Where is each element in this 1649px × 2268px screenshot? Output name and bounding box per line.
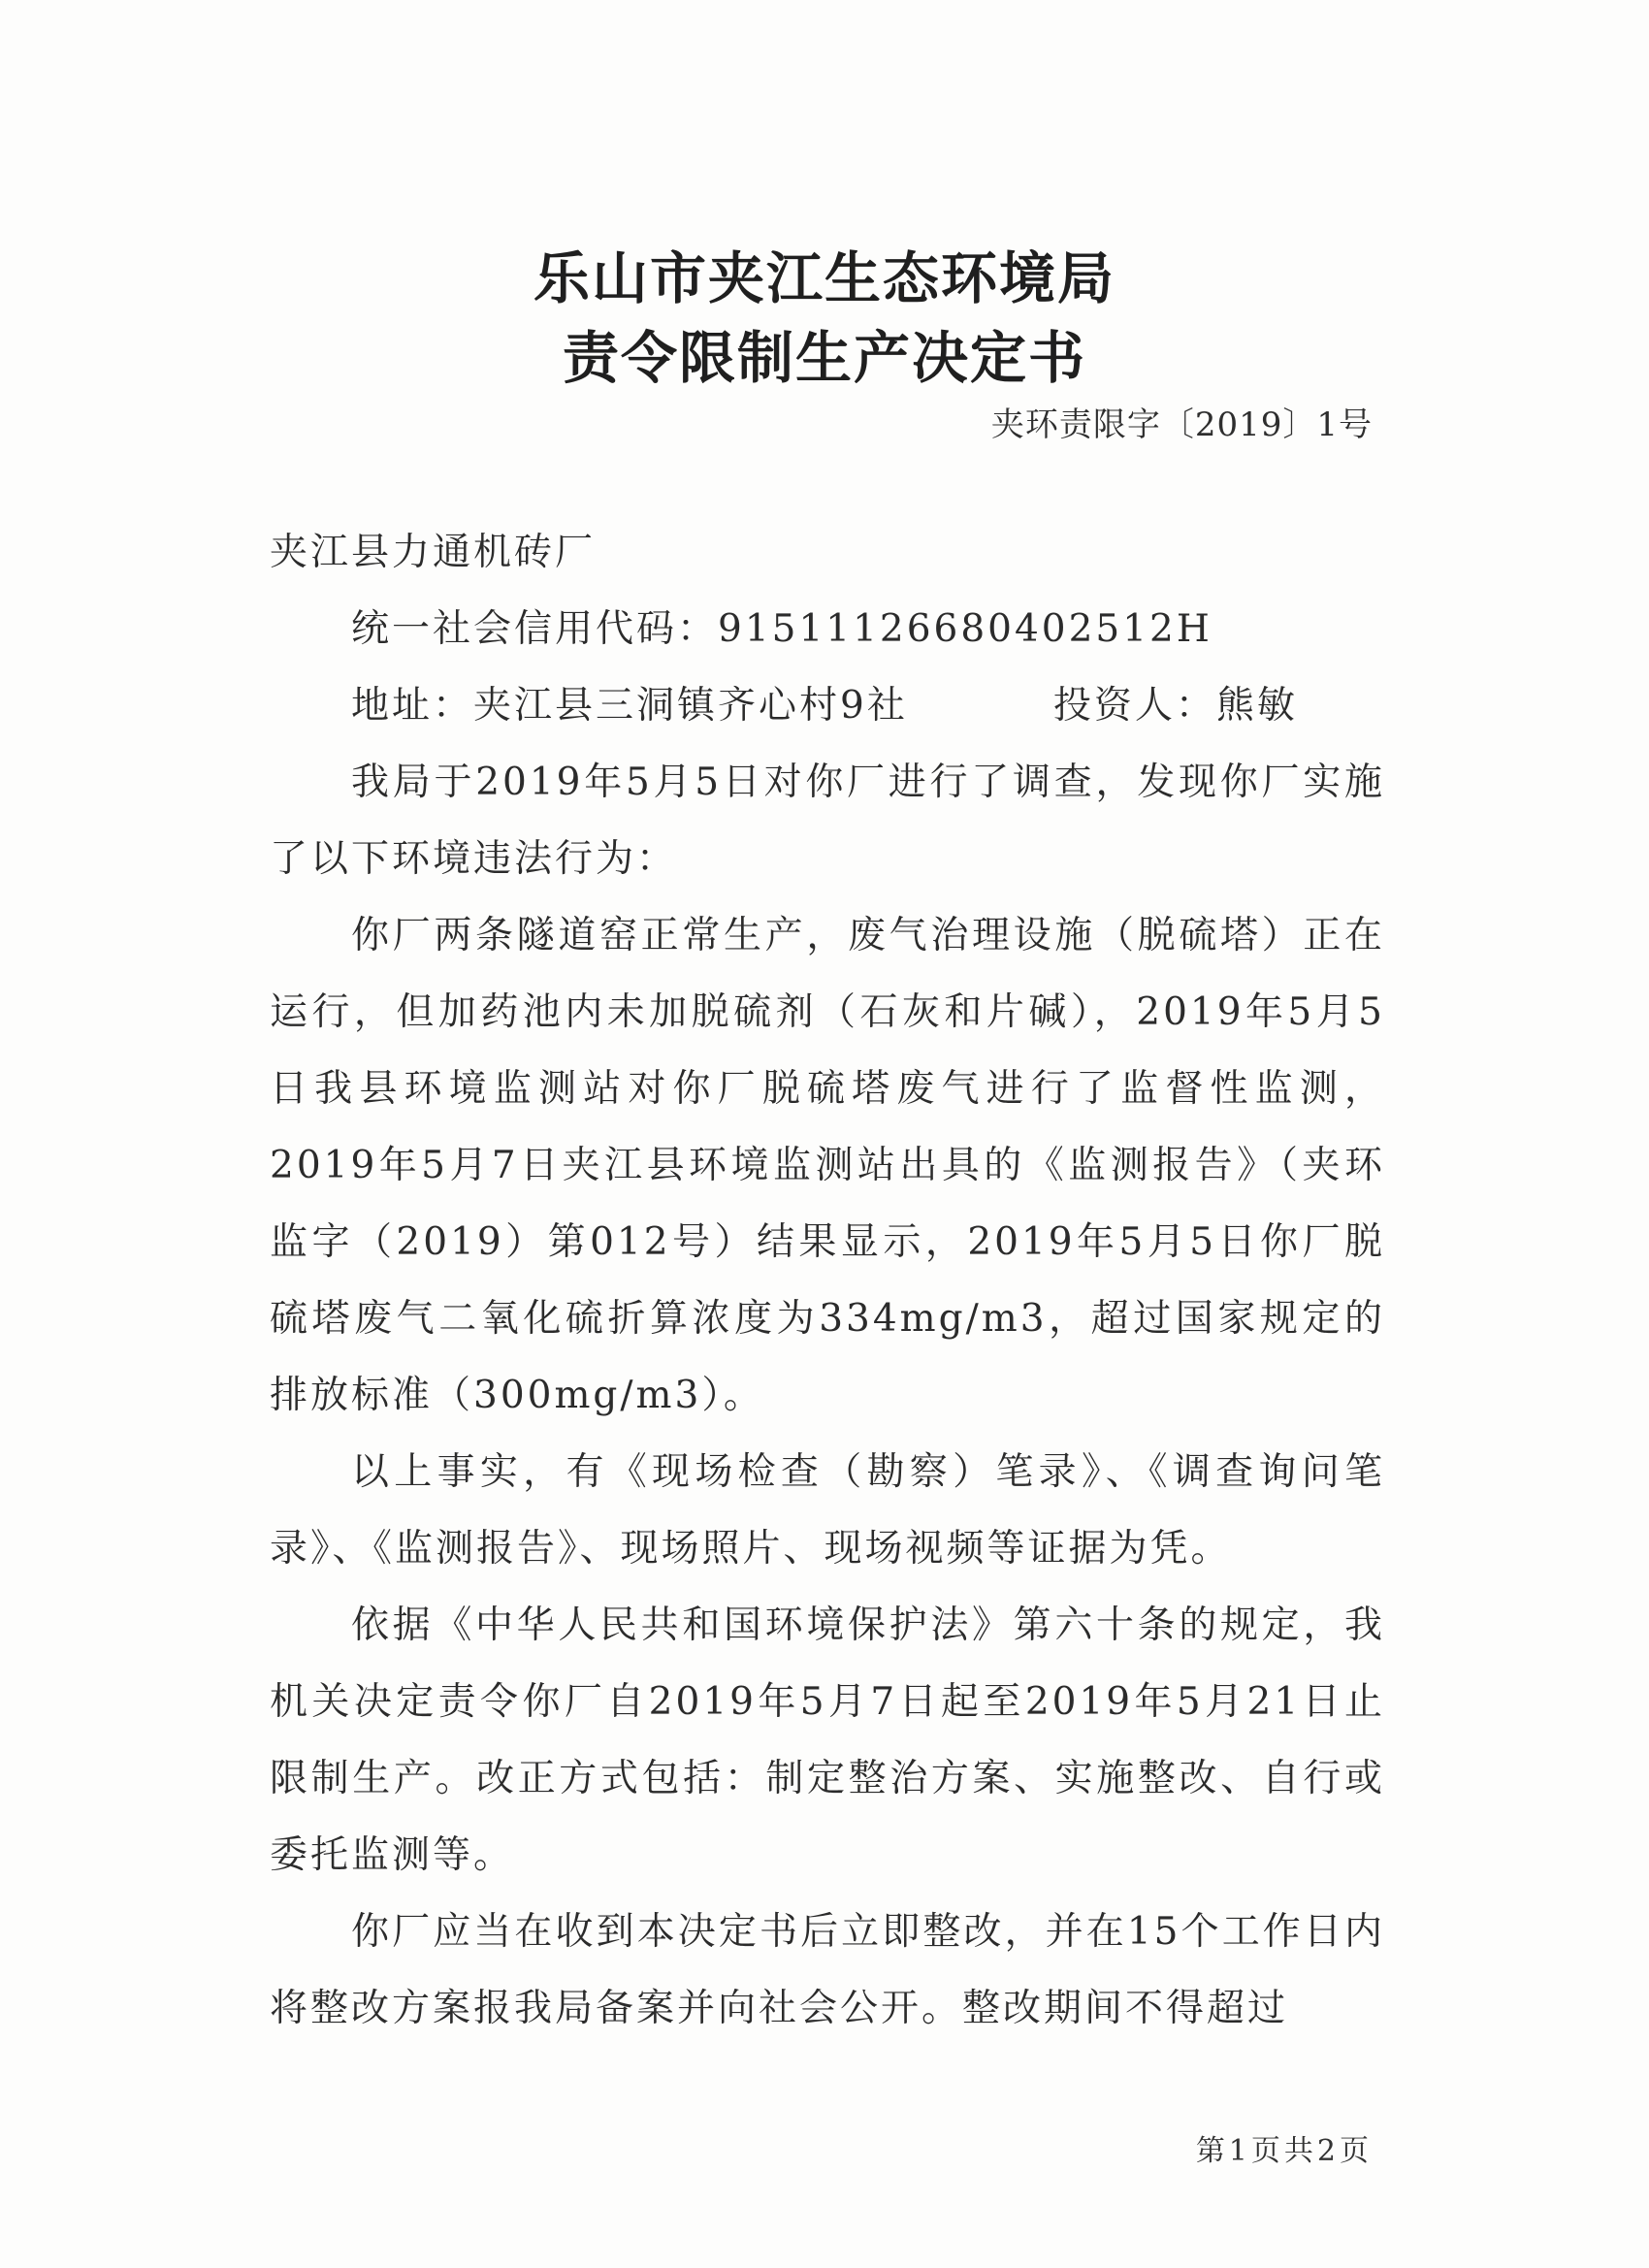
investor: 投资人：熊敏: [1052, 684, 1298, 728]
credit-code: 统一社会信用代码：91511126680402512H: [351, 607, 1212, 651]
recipient-name: 夹江县力通机砖厂: [270, 531, 597, 574]
document-title-type: 责令限制生产决定书: [562, 325, 1086, 391]
document-number: 夹环责限字〔2019〕1号: [990, 405, 1373, 444]
paragraph-violation: 你厂两条隧道窑正常生产，废气治理设施（脱硫塔）正在运行，但加药池内未加脱硫剂（石灰和片碱），2019年5月5日我县环境监测站对你厂脱硫塔废气进行了监督性监测，2019年5月7日夹江县环境监测站出具的《监测报告》（夹环监字（2019）第012号）结果显示，2019年5月5日你厂脱硫塔废气二氧化硫折算浓度为334mg/m3，超过国家规定的排放标准（300mg/m3）。: [270, 914, 1385, 1417]
paragraph-decision: 依据《中华人民共和国环境保护法》第六十条的规定，我机关决定责令你厂自2019年5月7日起至2019年5月21日止限制生产。改正方式包括：制定整治方案、实施整改、自行或委托监测等。: [270, 1604, 1385, 1877]
document-body: [270, 514, 1385, 2047]
paragraph-evidence: 以上事实，有《现场检查（勘察）笔录》、《调查询问笔录》、《监测报告》、现场照片、现场视频等证据为凭。: [270, 1450, 1385, 1571]
paragraph-investigation: 我局于2019年5月5日对你厂进行了调查，发现你厂实施了以下环境违法行为：: [270, 761, 1385, 881]
address: 地址：夹江县三洞镇齐心村9社: [351, 684, 908, 728]
address-investor-row: [270, 667, 1385, 744]
document-title-agency: 乐山市夹江生态环境局: [533, 245, 1116, 311]
paragraph-rectification: 你厂应当在收到本决定书后立即整改，并在15个工作日内将整改方案报我局备案并向社会公开。整改期间不得超过: [270, 1910, 1385, 2030]
page-number: 第1页共2页: [1195, 2134, 1373, 2168]
